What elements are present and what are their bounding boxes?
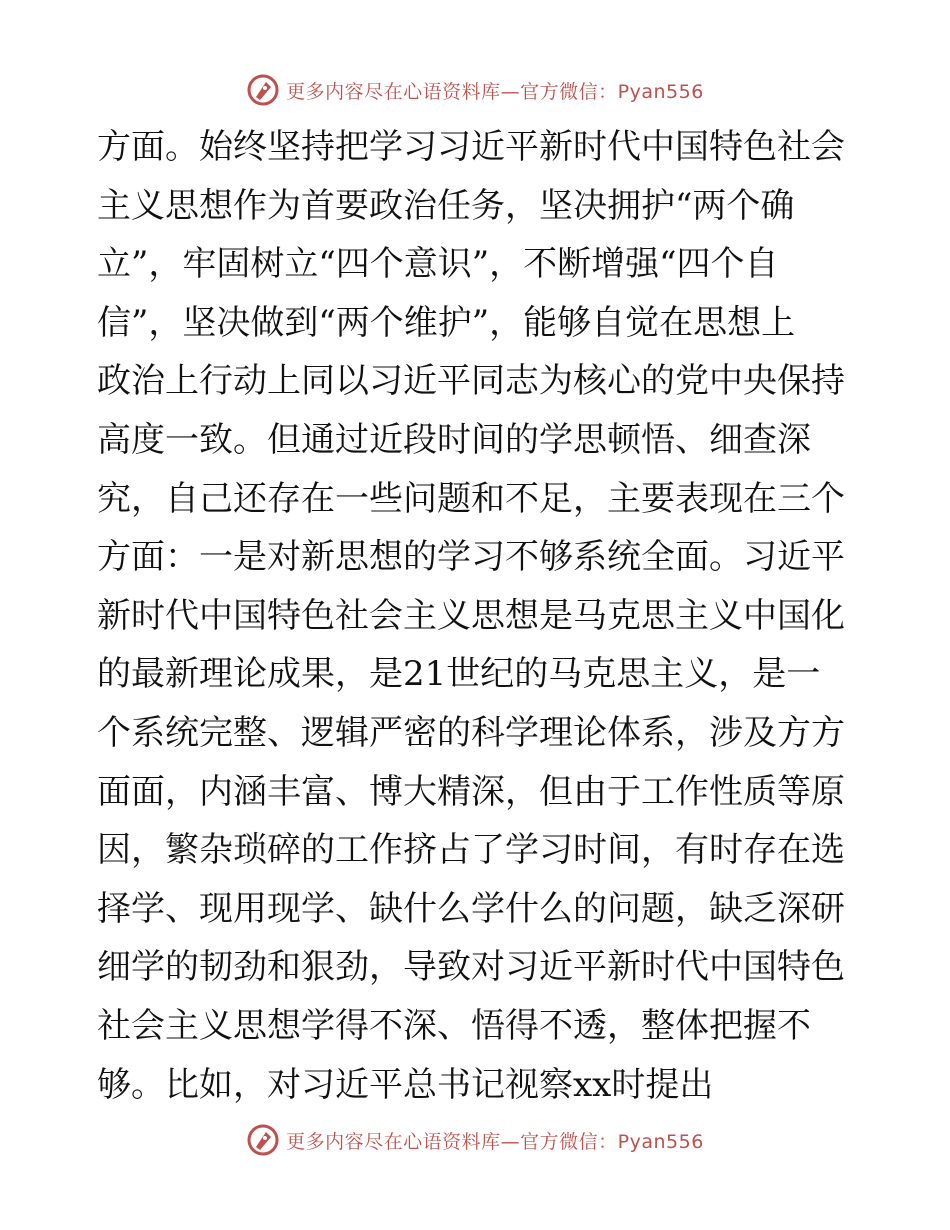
body-line: 政治上行动上同以习近平同志为核心的党中央保持 — [97, 361, 845, 402]
body-line: 信”，坚决做到“两个维护”，能够自觉在思想上 — [97, 302, 796, 343]
body-line: 方面：一是对新思想的学习不够系统全面。习近平 — [97, 537, 845, 578]
body-line: 主义思想作为首要政治任务，坚决拥护“两个确 — [97, 185, 795, 226]
body-line: 面面，内涵丰富、博大精深，但由于工作性质等原 — [97, 771, 845, 812]
pen-nib-logo-icon — [246, 1123, 280, 1157]
footer-banner-text: 更多内容尽在心语资料库—官方微信：Pyan556 — [286, 1130, 704, 1153]
body-line: 因，繁杂琐碎的工作挤占了学习时间，有时存在选 — [97, 830, 845, 871]
body-line: 社会主义思想学得不深、悟得不透，整体把握不 — [97, 1005, 811, 1046]
footer-banner — [0, 1120, 950, 1160]
body-line: 个系统完整、逻辑严密的科学理论体系，涉及方方 — [97, 712, 845, 753]
body-line: 够。比如，对习近平总书记视察xx时提出 — [97, 1064, 714, 1105]
body-line: 新时代中国特色社会主义思想是马克思主义中国化 — [97, 595, 845, 636]
body-line: 高度一致。但通过近段时间的学思顿悟、细查深 — [97, 419, 811, 460]
document-body — [97, 118, 857, 1114]
body-line: 细学的韧劲和狠劲，导致对习近平新时代中国特色 — [97, 947, 845, 988]
body-line: 立”，牢固树立“四个意识”，不断增强“四个自 — [97, 244, 779, 285]
body-line: 择学、现用现学、缺什么学什么的问题，缺乏深研 — [97, 888, 845, 929]
body-line: 究，自己还存在一些问题和不足，主要表现在三个 — [97, 478, 845, 519]
body-line: 方面。始终坚持把学习习近平新时代中国特色社会 — [97, 127, 845, 167]
header-banner-text: 更多内容尽在心语资料库—官方微信：Pyan556 — [286, 80, 704, 103]
pen-nib-logo-icon — [246, 73, 280, 107]
body-line: 的最新理论成果，是21世纪的马克思主义，是一 — [97, 654, 821, 695]
header-banner — [0, 70, 950, 110]
